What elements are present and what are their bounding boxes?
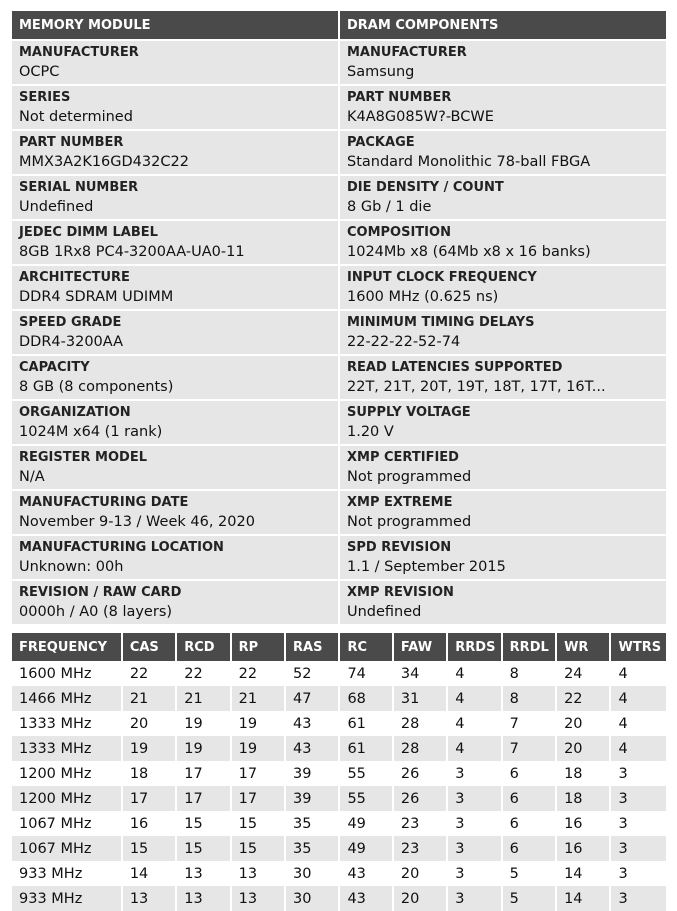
info-value: OCPC xyxy=(19,64,60,80)
info-cell xyxy=(340,311,666,354)
table-row xyxy=(12,861,666,886)
table-cell: 24 xyxy=(556,661,610,686)
table-cell: 5 xyxy=(502,886,556,911)
table-cell: 3 xyxy=(610,786,666,811)
info-value: 1.20 V xyxy=(347,424,394,440)
info-value: DDR4-3200AA xyxy=(19,334,124,350)
table-cell: 17 xyxy=(122,786,176,811)
table-cell: 13 xyxy=(176,886,230,911)
info-label: PART NUMBER xyxy=(19,135,124,150)
memory-module-header: MEMORY MODULE xyxy=(12,11,338,39)
info-label: MANUFACTURING LOCATION xyxy=(19,540,224,555)
timings-header-row xyxy=(12,633,666,661)
table-cell: 43 xyxy=(285,736,339,761)
info-cell xyxy=(340,491,666,534)
table-cell: 6 xyxy=(502,786,556,811)
table-row xyxy=(12,761,666,786)
info-label: CAPACITY xyxy=(19,360,90,375)
table-cell: 1200 MHz xyxy=(12,786,122,811)
info-cell xyxy=(12,131,338,174)
info-value: November 9-13 / Week 46, 2020 xyxy=(19,514,255,530)
info-cell xyxy=(340,446,666,489)
table-cell: 21 xyxy=(176,686,230,711)
table-cell: 13 xyxy=(231,886,285,911)
info-cell xyxy=(340,581,666,624)
info-cell xyxy=(340,221,666,264)
table-cell: 1333 MHz xyxy=(12,736,122,761)
info-cell xyxy=(12,41,338,84)
info-value: Undefined xyxy=(347,604,422,620)
table-cell: 14 xyxy=(556,861,610,886)
table-row xyxy=(12,711,666,736)
info-label: SUPPLY VOLTAGE xyxy=(347,405,471,420)
table-cell: 14 xyxy=(556,886,610,911)
table-cell: 21 xyxy=(122,686,176,711)
info-label: PACKAGE xyxy=(347,135,415,150)
table-cell: 1466 MHz xyxy=(12,686,122,711)
table-cell: 39 xyxy=(285,761,339,786)
table-cell: 1067 MHz xyxy=(12,836,122,861)
table-cell: 26 xyxy=(393,786,447,811)
spd-info-panel xyxy=(12,11,666,626)
table-cell: 3 xyxy=(447,886,501,911)
table-cell: 4 xyxy=(610,686,666,711)
memory-module-column xyxy=(12,11,338,626)
table-cell: 3 xyxy=(447,861,501,886)
table-cell: 20 xyxy=(556,711,610,736)
info-cell xyxy=(340,266,666,309)
column-header-rrds: RRDS xyxy=(447,633,501,661)
info-label: SPD REVISION xyxy=(347,540,452,555)
info-label: DIE DENSITY / COUNT xyxy=(347,180,504,195)
table-cell: 20 xyxy=(393,886,447,911)
table-cell: 28 xyxy=(393,711,447,736)
table-cell: 18 xyxy=(122,761,176,786)
info-label: XMP CERTIFIED xyxy=(347,450,459,465)
table-cell: 1600 MHz xyxy=(12,661,122,686)
table-cell: 22 xyxy=(556,686,610,711)
info-cell xyxy=(12,356,338,399)
table-cell: 15 xyxy=(176,836,230,861)
info-value: Undefined xyxy=(19,199,94,215)
table-cell: 4 xyxy=(447,711,501,736)
table-cell: 61 xyxy=(339,736,392,761)
info-cell xyxy=(340,86,666,129)
table-cell: 8 xyxy=(502,661,556,686)
info-cell xyxy=(12,221,338,264)
info-label: XMP EXTREME xyxy=(347,495,453,510)
column-header-frequency: FREQUENCY xyxy=(12,633,122,661)
table-cell: 30 xyxy=(285,886,339,911)
table-cell: 19 xyxy=(176,711,230,736)
info-label: SERIAL NUMBER xyxy=(19,180,139,195)
table-cell: 18 xyxy=(556,786,610,811)
table-cell: 3 xyxy=(447,811,501,836)
table-cell: 55 xyxy=(339,786,392,811)
info-cell xyxy=(340,401,666,444)
table-cell: 7 xyxy=(502,736,556,761)
dram-components-column xyxy=(340,11,666,626)
table-cell: 13 xyxy=(231,861,285,886)
column-header-ras: RAS xyxy=(285,633,339,661)
table-cell: 17 xyxy=(176,761,230,786)
info-label: ORGANIZATION xyxy=(19,405,131,420)
column-header-rp: RP xyxy=(231,633,285,661)
table-cell: 19 xyxy=(122,736,176,761)
table-cell: 5 xyxy=(502,861,556,886)
table-row xyxy=(12,661,666,686)
table-cell: 4 xyxy=(447,661,501,686)
info-label: XMP REVISION xyxy=(347,585,454,600)
info-label: REGISTER MODEL xyxy=(19,450,147,465)
table-cell: 47 xyxy=(285,686,339,711)
table-cell: 26 xyxy=(393,761,447,786)
info-value: 1.1 / September 2015 xyxy=(347,559,506,575)
table-cell: 16 xyxy=(122,811,176,836)
table-row xyxy=(12,811,666,836)
table-cell: 23 xyxy=(393,811,447,836)
info-cell xyxy=(12,266,338,309)
info-value: Not programmed xyxy=(347,469,472,485)
info-label: MINIMUM TIMING DELAYS xyxy=(347,315,535,330)
info-cell xyxy=(340,356,666,399)
column-header-rc: RC xyxy=(339,633,392,661)
table-cell: 8 xyxy=(502,686,556,711)
info-value: 0000h / A0 (8 layers) xyxy=(19,604,173,620)
table-cell: 19 xyxy=(231,711,285,736)
table-cell: 4 xyxy=(610,711,666,736)
column-header-rcd: RCD xyxy=(176,633,230,661)
info-value: 8GB 1Rx8 PC4-3200AA-UA0-11 xyxy=(19,244,245,260)
table-cell: 933 MHz xyxy=(12,861,122,886)
table-cell: 34 xyxy=(393,661,447,686)
table-cell: 21 xyxy=(231,686,285,711)
table-cell: 22 xyxy=(122,661,176,686)
table-row xyxy=(12,836,666,861)
info-label: JEDEC DIMM LABEL xyxy=(19,225,158,240)
info-value: 8 GB (8 components) xyxy=(19,379,174,395)
table-cell: 4 xyxy=(610,661,666,686)
info-cell xyxy=(12,491,338,534)
info-value: Not programmed xyxy=(347,514,472,530)
info-cell xyxy=(12,311,338,354)
column-header-cas: CAS xyxy=(122,633,176,661)
info-label: MANUFACTURING DATE xyxy=(19,495,189,510)
table-cell: 1333 MHz xyxy=(12,711,122,736)
table-cell: 4 xyxy=(447,686,501,711)
table-cell: 6 xyxy=(502,836,556,861)
table-cell: 18 xyxy=(556,761,610,786)
table-cell: 19 xyxy=(231,736,285,761)
info-value: 1600 MHz (0.625 ns) xyxy=(347,289,499,305)
info-value: DDR4 SDRAM UDIMM xyxy=(19,289,174,305)
table-cell: 22 xyxy=(176,661,230,686)
info-cell xyxy=(340,536,666,579)
table-cell: 22 xyxy=(231,661,285,686)
table-cell: 43 xyxy=(339,861,392,886)
table-cell: 31 xyxy=(393,686,447,711)
table-cell: 17 xyxy=(231,761,285,786)
info-value: K4A8G085W?-BCWE xyxy=(347,109,494,125)
info-cell xyxy=(12,536,338,579)
table-row xyxy=(12,686,666,711)
table-cell: 49 xyxy=(339,836,392,861)
info-value: 22T, 21T, 20T, 19T, 18T, 17T, 16T... xyxy=(347,379,606,395)
table-cell: 1200 MHz xyxy=(12,761,122,786)
info-label: COMPOSITION xyxy=(347,225,451,240)
info-cell xyxy=(12,86,338,129)
column-header-rrdl: RRDL xyxy=(502,633,556,661)
table-cell: 3 xyxy=(610,761,666,786)
table-cell: 933 MHz xyxy=(12,886,122,911)
info-cell xyxy=(12,176,338,219)
table-cell: 3 xyxy=(610,861,666,886)
table-cell: 28 xyxy=(393,736,447,761)
table-cell: 68 xyxy=(339,686,392,711)
table-cell: 7 xyxy=(502,711,556,736)
info-cell xyxy=(340,131,666,174)
table-cell: 15 xyxy=(231,836,285,861)
table-cell: 3 xyxy=(610,811,666,836)
column-header-faw: FAW xyxy=(393,633,447,661)
info-value: Not determined xyxy=(19,109,133,125)
table-cell: 16 xyxy=(556,836,610,861)
table-cell: 43 xyxy=(285,711,339,736)
table-cell: 61 xyxy=(339,711,392,736)
table-cell: 17 xyxy=(231,786,285,811)
table-cell: 1067 MHz xyxy=(12,811,122,836)
table-cell: 3 xyxy=(447,786,501,811)
table-cell: 17 xyxy=(176,786,230,811)
info-value: 1024Mb x8 (64Mb x8 x 16 banks) xyxy=(347,244,591,260)
table-cell: 16 xyxy=(556,811,610,836)
table-cell: 15 xyxy=(231,811,285,836)
table-row xyxy=(12,786,666,811)
table-cell: 52 xyxy=(285,661,339,686)
info-value: Unknown: 00h xyxy=(19,559,124,575)
info-value: Standard Monolithic 78-ball FBGA xyxy=(347,154,591,170)
info-value: N/A xyxy=(19,469,45,485)
info-cell xyxy=(12,581,338,624)
table-cell: 30 xyxy=(285,861,339,886)
table-cell: 3 xyxy=(447,761,501,786)
table-cell: 19 xyxy=(176,736,230,761)
info-cell xyxy=(340,41,666,84)
table-cell: 13 xyxy=(176,861,230,886)
table-cell: 4 xyxy=(610,736,666,761)
info-label: SPEED GRADE xyxy=(19,315,122,330)
info-value: 1024M x64 (1 rank) xyxy=(19,424,163,440)
table-cell: 35 xyxy=(285,836,339,861)
info-label: READ LATENCIES SUPPORTED xyxy=(347,360,563,375)
table-row xyxy=(12,736,666,761)
table-cell: 39 xyxy=(285,786,339,811)
info-label: PART NUMBER xyxy=(347,90,452,105)
table-cell: 20 xyxy=(393,861,447,886)
column-header-wtrs: WTRS xyxy=(610,633,666,661)
info-label: REVISION / RAW CARD xyxy=(19,585,182,600)
table-cell: 13 xyxy=(122,886,176,911)
table-cell: 3 xyxy=(610,836,666,861)
info-cell xyxy=(340,176,666,219)
info-label: MANUFACTURER xyxy=(347,45,467,60)
table-cell: 15 xyxy=(122,836,176,861)
table-cell: 35 xyxy=(285,811,339,836)
column-header-wr: WR xyxy=(556,633,610,661)
table-cell: 20 xyxy=(556,736,610,761)
table-cell: 14 xyxy=(122,861,176,886)
timings-table xyxy=(12,633,666,911)
info-label: SERIES xyxy=(19,90,71,105)
info-value: 22-22-22-52-74 xyxy=(347,334,461,350)
info-label: ARCHITECTURE xyxy=(19,270,130,285)
info-value: MMX3A2K16GD432C22 xyxy=(19,154,189,170)
table-cell: 55 xyxy=(339,761,392,786)
table-cell: 20 xyxy=(122,711,176,736)
dram-components-header: DRAM COMPONENTS xyxy=(340,11,666,39)
table-cell: 15 xyxy=(176,811,230,836)
table-cell: 6 xyxy=(502,811,556,836)
info-value: Samsung xyxy=(347,64,415,80)
table-cell: 49 xyxy=(339,811,392,836)
table-cell: 6 xyxy=(502,761,556,786)
info-value: 8 Gb / 1 die xyxy=(347,199,432,215)
info-label: MANUFACTURER xyxy=(19,45,139,60)
table-cell: 3 xyxy=(447,836,501,861)
table-cell: 74 xyxy=(339,661,392,686)
table-row xyxy=(12,886,666,911)
table-cell: 23 xyxy=(393,836,447,861)
table-cell: 4 xyxy=(447,736,501,761)
info-label: INPUT CLOCK FREQUENCY xyxy=(347,270,537,285)
info-cell xyxy=(12,401,338,444)
table-cell: 43 xyxy=(339,886,392,911)
info-cell xyxy=(12,446,338,489)
table-cell: 3 xyxy=(610,886,666,911)
